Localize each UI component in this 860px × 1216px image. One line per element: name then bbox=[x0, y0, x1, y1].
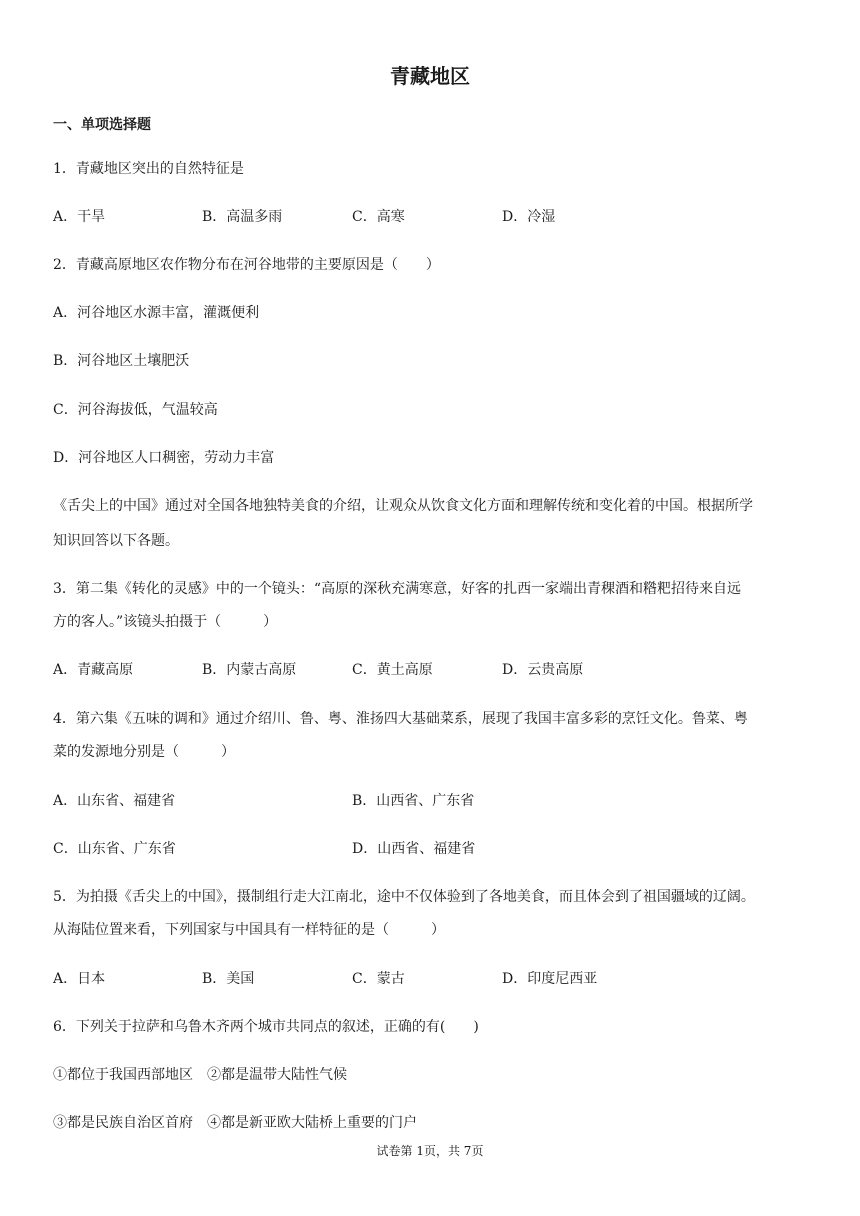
question-3-line-1: 3．第二集《转化的灵感》中的一个镜头：“高原的深秋充满寒意，好客的扎西一家端出青稞酒和糌粑招待来自远 bbox=[53, 581, 742, 597]
q2-option-a: A．河谷地区水源丰富，灌溉便利 bbox=[53, 305, 260, 321]
q1-option-c: C．高寒 bbox=[352, 209, 405, 225]
q5-option-d: D．印度尼西亚 bbox=[502, 971, 598, 987]
page-footer: 试卷第 1页，共 7页 bbox=[376, 1144, 484, 1158]
q6-statement-line-2: ③都是民族自治区首府 ④都是新亚欧大陆桥上重要的门户 bbox=[53, 1115, 417, 1131]
question-4-line-2: 菜的发源地分别是（ ） bbox=[53, 744, 235, 760]
question-5-line-1: 5．为拍摄《舌尖上的中国》，摄制组行走大江南北，途中不仅体验到了各地美食，而且体会到了祖国疆域的辽阔。 bbox=[53, 889, 755, 905]
q4-option-d: D．山西省、福建省 bbox=[352, 841, 476, 857]
q2-option-d: D．河谷地区人口稠密，劳动力丰富 bbox=[53, 450, 275, 466]
q4-option-b: B．山西省、广东省 bbox=[352, 793, 475, 809]
q3-option-c: C．黄土高原 bbox=[352, 662, 433, 678]
q3-option-a: A．青藏高原 bbox=[53, 662, 134, 678]
question-3-line-2: 方的客人。”该镜头拍摄于（ ） bbox=[53, 614, 278, 630]
q6-statement-line-1: ①都位于我国西部地区 ②都是温带大陆性气候 bbox=[53, 1067, 347, 1083]
q1-option-d: D．冷湿 bbox=[502, 209, 556, 225]
q5-option-a: A．日本 bbox=[53, 971, 106, 987]
question-5-line-2: 从海陆位置来看，下列国家与中国具有一样特征的是（ ） bbox=[53, 922, 445, 938]
question-1-stem: 1．青藏地区突出的自然特征是 bbox=[53, 161, 244, 177]
question-2-stem: 2．青藏高原地区农作物分布在河谷地带的主要原因是（ ） bbox=[53, 257, 440, 273]
q2-option-c: C．河谷海拔低，气温较高 bbox=[53, 402, 218, 418]
passage-line-1: 《舌尖上的中国》通过对全国各地独特美食的介绍，让观众从饮食文化方面和理解传统和变化着的中国。根据所学 bbox=[53, 498, 753, 514]
q2-option-b: B．河谷地区土壤肥沃 bbox=[53, 353, 190, 369]
q3-option-d: D．云贵高原 bbox=[502, 662, 584, 678]
section-heading: 一、单项选择题 bbox=[53, 117, 151, 133]
page-title: 青藏地区 bbox=[390, 64, 470, 88]
q4-option-a: A．山东省、福建省 bbox=[53, 793, 176, 809]
q3-option-b: B．内蒙古高原 bbox=[202, 662, 297, 678]
q5-option-b: B．美国 bbox=[202, 971, 255, 987]
question-6-stem: 6．下列关于拉萨和乌鲁木齐两个城市共同点的叙述，正确的有( ) bbox=[53, 1019, 479, 1035]
q4-option-c: C．山东省、广东省 bbox=[53, 841, 176, 857]
question-4-line-1: 4．第六集《五味的调和》通过介绍川、鲁、粤、淮扬四大基础菜系，展现了我国丰富多彩的烹饪文化。鲁菜、粤 bbox=[53, 711, 748, 727]
passage-line-2: 知识回答以下各题。 bbox=[53, 533, 179, 549]
q5-option-c: C．蒙古 bbox=[352, 971, 405, 987]
q1-option-b: B．高温多雨 bbox=[202, 209, 283, 225]
q1-option-a: A．干旱 bbox=[53, 209, 106, 225]
